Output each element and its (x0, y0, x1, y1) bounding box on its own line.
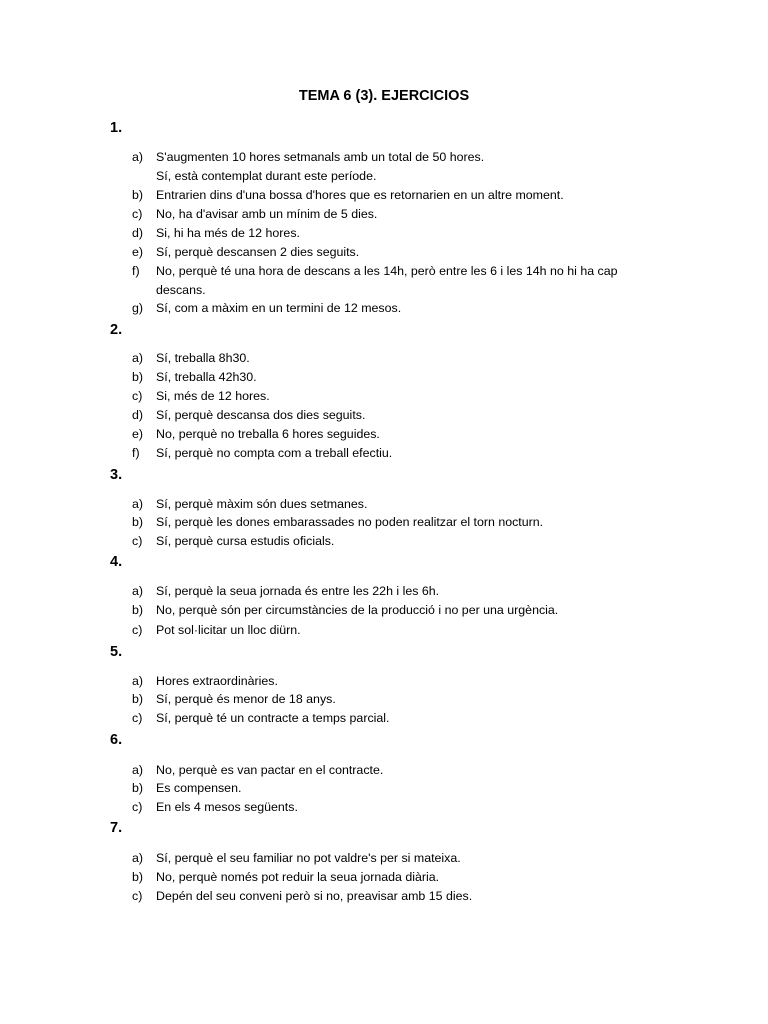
item-text-block (156, 444, 646, 463)
item-text: Es compensen. (156, 781, 242, 795)
item-text-block (156, 582, 646, 601)
item-text-block (156, 205, 646, 224)
item-text: Sí, perquè les dones embarassades no poden realitzar el torn nocturn. (156, 515, 544, 529)
item-text: Entrarien dins d'una bossa d'hores que es retornarien en un altre moment. (156, 188, 564, 202)
item-label: c) (132, 800, 143, 814)
item-text-block (156, 672, 646, 691)
item-label: a) (132, 584, 144, 598)
item-label: e) (132, 245, 144, 259)
item-text-block (156, 709, 646, 728)
item-text: No, perquè té una hora de descans a les 14h, però entre les 6 i les 14h no hi ha cap (156, 264, 618, 278)
item-text-block (156, 690, 646, 709)
item-text-block (156, 148, 646, 186)
item-text: Pot sol·licitar un lloc diürn. (156, 623, 301, 637)
item-label: d) (132, 408, 144, 422)
item-text-block (156, 262, 646, 300)
item-text-block (156, 887, 646, 906)
item-text: No, perquè es van pactar en el contracte. (156, 763, 384, 777)
item-text: No, ha d'avisar amb un mínim de 5 dies. (156, 207, 378, 221)
section-number: 5. (110, 644, 123, 660)
item-text: Sí, perquè té un contracte a temps parcial. (156, 711, 390, 725)
item-text: Sí, perquè cursa estudis oficials. (156, 534, 335, 548)
item-text-block (156, 299, 646, 318)
item-text-block (156, 601, 646, 620)
item-text-block (156, 368, 646, 387)
item-label: b) (132, 188, 144, 202)
item-label: b) (132, 781, 144, 795)
section-number: 6. (110, 732, 123, 748)
item-text-block (156, 849, 646, 868)
item-label: b) (132, 370, 144, 384)
item-text: Sí, perquè el seu familiar no pot valdre's per si mateixa. (156, 851, 461, 865)
item-text: No, perquè no treballa 6 hores seguides. (156, 427, 380, 441)
item-text: No, perquè només pot reduir la seua jornada diària. (156, 870, 440, 884)
section-number: 3. (110, 467, 123, 483)
item-label: b) (132, 692, 144, 706)
item-text-block (156, 621, 646, 640)
item-text: Si, més de 12 hores. (156, 389, 270, 403)
item-text: Sí, perquè la seua jornada és entre les 22h i les 6h. (156, 584, 440, 598)
item-text-block (156, 761, 646, 780)
item-text: No, perquè són per circumstàncies de la producció i no per una urgència. (156, 603, 559, 617)
item-text: En els 4 mesos següents. (156, 800, 298, 814)
item-label: f) (132, 446, 140, 460)
item-text-block (156, 513, 646, 532)
item-text: Sí, com a màxim en un termini de 12 mesos. (156, 301, 402, 315)
item-text: Sí, perquè no compta com a treball efectiu. (156, 446, 393, 460)
item-label: c) (132, 207, 143, 221)
item-label: b) (132, 603, 144, 617)
item-label: a) (132, 674, 144, 688)
item-label: a) (132, 851, 144, 865)
item-text: Hores extraordinàries. (156, 674, 278, 688)
section-number: 1. (110, 120, 123, 136)
item-label: c) (132, 711, 143, 725)
item-text-block (156, 186, 646, 205)
item-label: e) (132, 427, 144, 441)
item-text-continuation: descans. (156, 283, 206, 297)
item-text: Sí, perquè descansa dos dies seguits. (156, 408, 366, 422)
item-text-block (156, 495, 646, 514)
item-text: S'augmenten 10 hores setmanals amb un total de 50 hores. (156, 150, 485, 164)
item-text-block (156, 868, 646, 887)
item-text-block (156, 406, 646, 425)
section-number: 7. (110, 820, 123, 836)
item-text-continuation: Sí, està contemplat durant este període. (156, 169, 377, 183)
item-label: b) (132, 515, 144, 529)
item-label: c) (132, 389, 143, 403)
item-text: Sí, perquè màxim són dues setmanes. (156, 497, 368, 511)
item-text-block (156, 779, 646, 798)
item-text-block (156, 387, 646, 406)
item-label: c) (132, 889, 143, 903)
item-text-block (156, 349, 646, 368)
item-label: d) (132, 226, 144, 240)
item-label: a) (132, 150, 144, 164)
item-text: Sí, perquè és menor de 18 anys. (156, 692, 336, 706)
item-text: Sí, treballa 8h30. (156, 351, 250, 365)
section-number: 4. (110, 554, 123, 570)
page-title: TEMA 6 (3). EJERCICIOS (298, 88, 470, 104)
item-label: a) (132, 763, 144, 777)
item-text-block (156, 425, 646, 444)
item-label: a) (132, 351, 144, 365)
item-text-block (156, 243, 646, 262)
item-label: c) (132, 534, 143, 548)
item-text: Sí, perquè descansen 2 dies seguits. (156, 245, 360, 259)
item-text-block (156, 532, 646, 551)
item-label: b) (132, 870, 144, 884)
item-label: g) (132, 301, 144, 315)
item-text: Si, hi ha més de 12 hores. (156, 226, 300, 240)
item-text: Depén del seu conveni però si no, preavisar amb 15 dies. (156, 889, 473, 903)
item-label: c) (132, 623, 143, 637)
item-text-block (156, 798, 646, 817)
section-number: 2. (110, 322, 123, 338)
item-text-block (156, 224, 646, 243)
item-label: f) (132, 264, 140, 278)
item-label: a) (132, 497, 144, 511)
item-text: Sí, treballa 42h30. (156, 370, 257, 384)
